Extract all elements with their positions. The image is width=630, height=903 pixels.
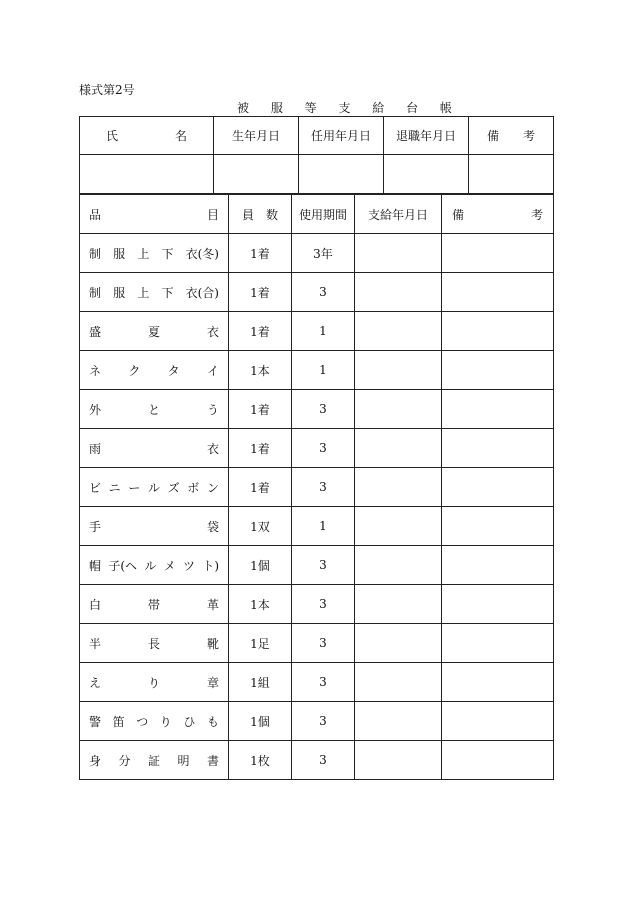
item-name-char: ズ bbox=[167, 480, 180, 495]
item-name-char: り bbox=[159, 714, 172, 729]
item-name-char: 下 bbox=[161, 246, 174, 261]
quantity-cell: 1着 bbox=[229, 429, 292, 468]
birthdate-field[interactable] bbox=[214, 155, 299, 194]
item-name-char: ボ bbox=[187, 480, 200, 495]
item-name-char: イ bbox=[206, 363, 219, 378]
item-name-char: 衣(冬) bbox=[185, 246, 219, 261]
personal-entry-row bbox=[80, 155, 554, 194]
remarks-cell[interactable] bbox=[442, 624, 554, 663]
period-cell: 3 bbox=[292, 546, 355, 585]
table-row bbox=[80, 273, 554, 312]
item-name-char: 外 bbox=[89, 402, 102, 417]
issue-date-header: 支給年月日 bbox=[355, 195, 442, 234]
remarks-header bbox=[442, 195, 554, 234]
quantity-cell: 1着 bbox=[229, 390, 292, 429]
item-name-char: ト) bbox=[202, 558, 219, 573]
remarks-cell[interactable] bbox=[442, 546, 554, 585]
item-name-cell bbox=[80, 351, 229, 390]
issue-date-cell[interactable] bbox=[355, 741, 442, 780]
remarks-header-char: 考 bbox=[530, 207, 543, 222]
item-name-char: メ bbox=[163, 558, 176, 573]
period-cell: 3 bbox=[292, 663, 355, 702]
remarks-header-char: 備 bbox=[487, 129, 500, 143]
item-name-char: 服 bbox=[113, 246, 126, 261]
period-cell: 3 bbox=[292, 273, 355, 312]
retirement-date-header: 退職年月日 bbox=[384, 117, 469, 155]
remarks-cell[interactable] bbox=[442, 585, 554, 624]
quantity-cell: 1着 bbox=[229, 312, 292, 351]
name-header-char: 名 bbox=[174, 129, 187, 143]
table-row bbox=[80, 351, 554, 390]
remarks-cell[interactable] bbox=[442, 468, 554, 507]
item-name-cell bbox=[80, 468, 229, 507]
item-header-char: 品 bbox=[89, 207, 102, 222]
item-name-char: ニ bbox=[108, 480, 121, 495]
table-row bbox=[80, 507, 554, 546]
item-name-cell bbox=[80, 663, 229, 702]
issue-date-cell[interactable] bbox=[355, 585, 442, 624]
quantity-cell: 1双 bbox=[229, 507, 292, 546]
remarks-header-char: 備 bbox=[452, 207, 465, 222]
item-name-char: 警 bbox=[89, 714, 102, 729]
item-name-char: 服 bbox=[113, 285, 126, 300]
item-name-cell bbox=[80, 507, 229, 546]
table-row bbox=[80, 546, 554, 585]
item-name-char: ー bbox=[128, 480, 141, 495]
remarks-field[interactable] bbox=[469, 155, 554, 194]
table-row bbox=[80, 624, 554, 663]
item-name-char: う bbox=[206, 402, 219, 417]
item-name-cell bbox=[80, 546, 229, 585]
item-name-char: 子(ヘ bbox=[108, 558, 138, 573]
item-name-char: 衣(合) bbox=[185, 285, 219, 300]
period-cell: 3 bbox=[292, 741, 355, 780]
item-name-char: ク bbox=[128, 363, 141, 378]
period-cell: 1 bbox=[292, 507, 355, 546]
period-cell: 3 bbox=[292, 702, 355, 741]
quantity-cell: 1本 bbox=[229, 585, 292, 624]
item-name-char: 帯 bbox=[147, 597, 160, 612]
table-row bbox=[80, 234, 554, 273]
item-name-cell bbox=[80, 702, 229, 741]
period-cell: 3年 bbox=[292, 234, 355, 273]
item-name-char: ン bbox=[206, 480, 219, 495]
quantity-cell: 1枚 bbox=[229, 741, 292, 780]
item-name-char: 夏 bbox=[147, 324, 160, 339]
issue-date-cell[interactable] bbox=[355, 624, 442, 663]
items-table bbox=[79, 194, 554, 780]
appointment-date-field[interactable] bbox=[299, 155, 384, 194]
form-number: 様式第2号 bbox=[79, 83, 135, 97]
period-header: 使用期間 bbox=[292, 195, 355, 234]
item-name-char: 章 bbox=[206, 675, 219, 690]
table-row bbox=[80, 741, 554, 780]
item-name-cell bbox=[80, 741, 229, 780]
name-header bbox=[80, 117, 214, 155]
item-name-char: ル bbox=[147, 480, 160, 495]
period-cell: 3 bbox=[292, 468, 355, 507]
issue-date-cell[interactable] bbox=[355, 468, 442, 507]
item-name-char: ル bbox=[144, 558, 157, 573]
period-cell: 1 bbox=[292, 312, 355, 351]
item-name-char: 靴 bbox=[206, 636, 219, 651]
issue-date-cell[interactable] bbox=[355, 702, 442, 741]
period-cell: 3 bbox=[292, 624, 355, 663]
item-name-cell bbox=[80, 429, 229, 468]
remarks-cell[interactable] bbox=[442, 507, 554, 546]
item-name-char: 分 bbox=[118, 753, 131, 768]
birthdate-header: 生年月日 bbox=[214, 117, 299, 155]
item-header bbox=[80, 195, 229, 234]
item-name-char: 上 bbox=[137, 246, 150, 261]
quantity-cell: 1着 bbox=[229, 273, 292, 312]
item-name-char: 笛 bbox=[112, 714, 125, 729]
item-rows bbox=[80, 234, 554, 780]
item-name-char: ひ bbox=[183, 714, 196, 729]
remarks-header bbox=[469, 117, 554, 155]
remarks-cell[interactable] bbox=[442, 351, 554, 390]
item-name-char: 半 bbox=[89, 636, 102, 651]
item-name-char: 書 bbox=[206, 753, 219, 768]
table-row bbox=[80, 663, 554, 702]
table-row bbox=[80, 429, 554, 468]
item-name-char: 長 bbox=[147, 636, 160, 651]
remarks-cell[interactable] bbox=[442, 741, 554, 780]
remarks-cell[interactable] bbox=[442, 234, 554, 273]
item-name-char: 盛 bbox=[89, 324, 102, 339]
remarks-cell[interactable] bbox=[442, 663, 554, 702]
item-name-char: 白 bbox=[89, 597, 102, 612]
table-row bbox=[80, 390, 554, 429]
retirement-date-field[interactable] bbox=[384, 155, 469, 194]
item-name-char: ツ bbox=[182, 558, 195, 573]
item-name-char: り bbox=[147, 675, 160, 690]
issue-date-cell[interactable] bbox=[355, 546, 442, 585]
item-name-cell bbox=[80, 585, 229, 624]
item-name-char: 制 bbox=[89, 285, 102, 300]
quantity-cell: 1着 bbox=[229, 234, 292, 273]
quantity-cell: 1足 bbox=[229, 624, 292, 663]
item-name-char: 帽 bbox=[89, 558, 102, 573]
issue-date-cell[interactable] bbox=[355, 663, 442, 702]
period-cell: 1 bbox=[292, 351, 355, 390]
item-name-char: え bbox=[89, 675, 102, 690]
name-header-char: 氏 bbox=[106, 129, 119, 143]
item-name-cell bbox=[80, 273, 229, 312]
remarks-cell[interactable] bbox=[442, 702, 554, 741]
item-name-char: と bbox=[147, 402, 160, 417]
item-name-char: ビ bbox=[89, 480, 102, 495]
item-name-char: ネ bbox=[89, 363, 102, 378]
quantity-cell: 1着 bbox=[229, 468, 292, 507]
remarks-cell[interactable] bbox=[442, 273, 554, 312]
table-row bbox=[80, 702, 554, 741]
table-row bbox=[80, 468, 554, 507]
item-header-char: 目 bbox=[206, 207, 219, 222]
item-name-char: タ bbox=[167, 363, 180, 378]
period-cell: 3 bbox=[292, 429, 355, 468]
item-name-char: 雨 bbox=[89, 441, 102, 456]
item-name-cell bbox=[80, 312, 229, 351]
issue-date-cell[interactable] bbox=[355, 234, 442, 273]
period-cell: 3 bbox=[292, 585, 355, 624]
personal-info-table bbox=[79, 116, 554, 194]
issue-date-cell[interactable] bbox=[355, 390, 442, 429]
item-name-cell bbox=[80, 234, 229, 273]
item-name-cell bbox=[80, 390, 229, 429]
table-row bbox=[80, 312, 554, 351]
issue-date-cell[interactable] bbox=[355, 351, 442, 390]
quantity-cell: 1個 bbox=[229, 702, 292, 741]
item-name-char: 衣 bbox=[206, 324, 219, 339]
remarks-cell[interactable] bbox=[442, 312, 554, 351]
issue-date-cell[interactable] bbox=[355, 312, 442, 351]
quantity-cell: 1個 bbox=[229, 546, 292, 585]
item-name-cell bbox=[80, 624, 229, 663]
name-field[interactable] bbox=[80, 155, 214, 194]
item-name-char: も bbox=[206, 714, 219, 729]
item-name-char: 革 bbox=[206, 597, 219, 612]
personal-header-row bbox=[80, 117, 554, 155]
issue-date-cell[interactable] bbox=[355, 273, 442, 312]
item-name-char: 明 bbox=[177, 753, 190, 768]
issue-date-cell[interactable] bbox=[355, 429, 442, 468]
item-name-char: 下 bbox=[161, 285, 174, 300]
item-name-char: つ bbox=[136, 714, 149, 729]
period-cell: 3 bbox=[292, 390, 355, 429]
item-name-char: 袋 bbox=[206, 519, 219, 534]
item-name-char: 身 bbox=[89, 753, 102, 768]
quantity-cell: 1組 bbox=[229, 663, 292, 702]
appointment-date-header: 任用年月日 bbox=[299, 117, 384, 155]
table-row bbox=[80, 585, 554, 624]
remarks-cell[interactable] bbox=[442, 390, 554, 429]
item-name-char: 制 bbox=[89, 246, 102, 261]
issue-date-cell[interactable] bbox=[355, 507, 442, 546]
quantity-header: 員 数 bbox=[229, 195, 292, 234]
item-name-char: 証 bbox=[147, 753, 160, 768]
remarks-header-char: 考 bbox=[522, 129, 535, 143]
quantity-cell: 1本 bbox=[229, 351, 292, 390]
item-name-char: 手 bbox=[89, 519, 102, 534]
item-name-char: 衣 bbox=[206, 441, 219, 456]
document-title: 被 服 等 支 給 台 帳 bbox=[237, 101, 461, 115]
items-header-row bbox=[80, 195, 554, 234]
item-name-char: 上 bbox=[137, 285, 150, 300]
remarks-cell[interactable] bbox=[442, 429, 554, 468]
